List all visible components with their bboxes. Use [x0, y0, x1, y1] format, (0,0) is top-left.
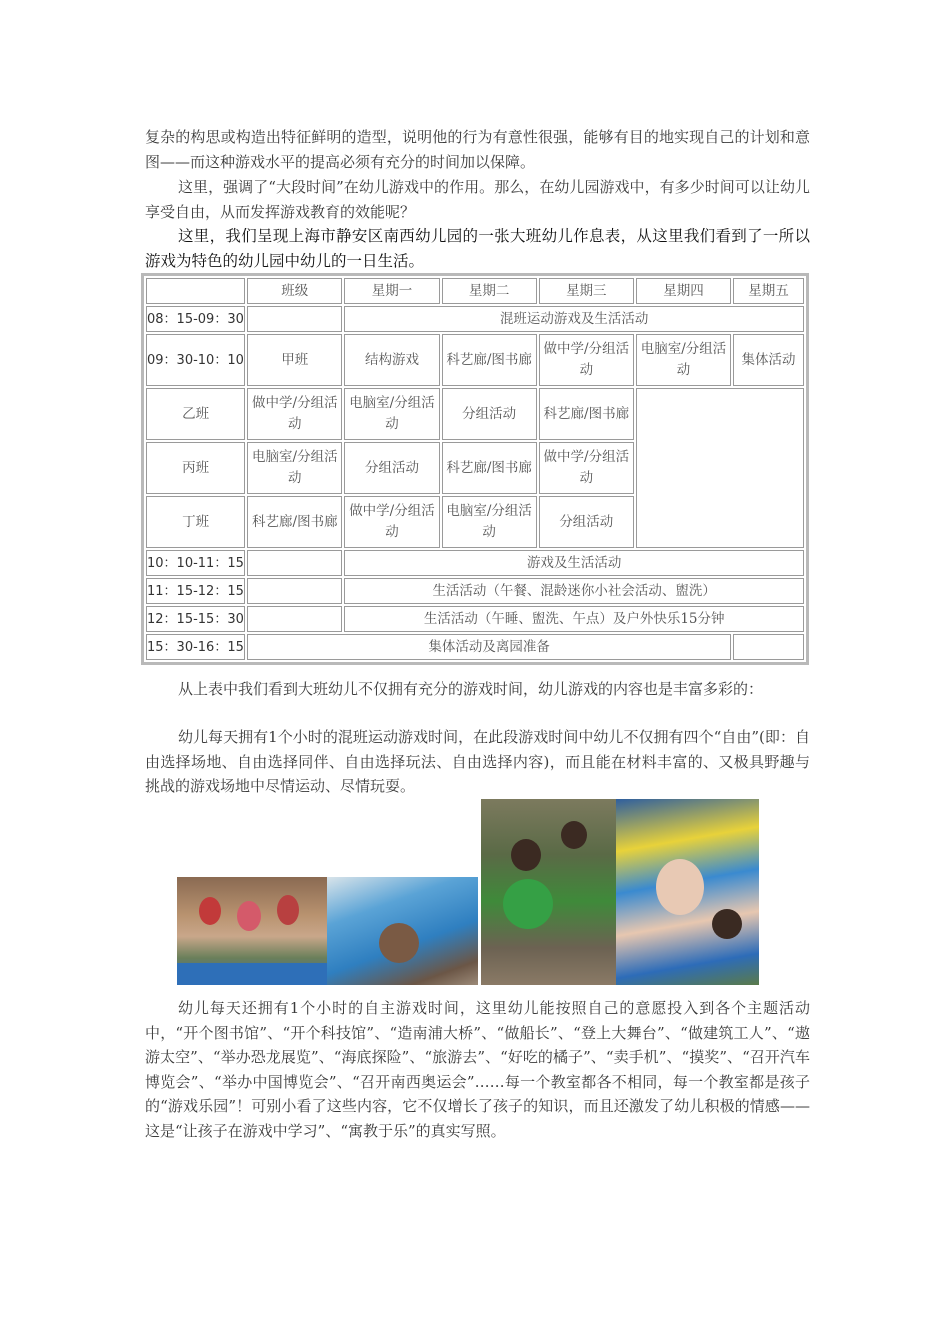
empty-cell — [247, 306, 342, 332]
activity-cell: 做中学/分组活动 — [344, 496, 439, 548]
paragraph-6: 幼儿每天还拥有1个小时的自主游戏时间，这里幼儿能按照自己的意愿投入到各个主题活动中，“开个图书馆”、“开个科技馆”、“造南浦大桥”、“做船长”、“登上大舞台”、“做建筑工人”、“遨游太空”、“举办恐龙展览”、“海底探险”、“旅游去”、“好吃的橘子”、“卖手机”、“摸奖”、“召开汽车博览会”、“举办中国博览会”、“召开南西奥运会”……每一个教室都各不相同，每一个教室都是孩子的“游戏乐园”！可别小看了这些内容，它不仅增长了孩子的知识，而且还激发了幼儿积极的情感——这是“让孩子在游戏中学习”、“寓教于乐”的真实写照。 — [145, 999, 810, 1140]
header-cell-class: 班级 — [247, 278, 342, 304]
paragraph-3: 这里，我们呈现上海市静安区南西幼儿园的一张大班幼儿作息表，从这里我们看到了一所以游戏为特色的幼儿园中幼儿的一日生活。 — [145, 227, 810, 270]
header-cell-tuesday: 星期二 — [442, 278, 537, 304]
paragraph-5: 幼儿每天拥有1个小时的混班运动游戏时间，在此段游戏时间中幼儿不仅拥有四个“自由”(即：自由选择场地、自由选择同伴、自由选择玩法、自由选择内容)，而且能在材料丰富的、又极具野趣与挑战的游戏场地中尽情运动、尽情玩耍。 — [145, 728, 810, 795]
empty-cell — [247, 606, 342, 632]
activity-cell: 科艺廊/图书廊 — [442, 442, 537, 494]
empty-cell — [636, 388, 804, 548]
activity-cell: 集体活动及离园准备 — [247, 634, 731, 660]
activity-cell: 分组活动 — [442, 388, 537, 440]
table-row — [146, 334, 804, 386]
time-cell: 11：15-12：15 — [146, 578, 245, 604]
time-cell: 15：30-16：15 — [146, 634, 245, 660]
time-cell: 12：15-15：30 — [146, 606, 245, 632]
activity-cell: 生活活动（午餐、混龄迷你小社会活动、盥洗） — [344, 578, 804, 604]
photo-children-balancing — [177, 877, 327, 985]
empty-cell — [247, 550, 342, 576]
photo-children-slide — [616, 799, 759, 985]
time-cell: 10：10-11：15 — [146, 550, 245, 576]
activity-cell: 电脑室/分组活动 — [344, 388, 439, 440]
activity-cell: 科艺廊/图书廊 — [442, 334, 537, 386]
table-row — [146, 634, 804, 660]
empty-cell — [733, 634, 804, 660]
time-cell: 09：30-10：10 — [146, 334, 245, 386]
activity-cell: 分组活动 — [344, 442, 439, 494]
table-row — [146, 306, 804, 332]
header-cell-monday: 星期一 — [344, 278, 439, 304]
paragraph-1: 复杂的构思或构造出特征鲜明的造型，说明他的行为有意性很强，能够有目的地实现自己的计划和意图——而这种游戏水平的提高必须有充分的时间加以保障。 — [145, 128, 810, 171]
activity-cell: 电脑室/分组活动 — [247, 442, 342, 494]
table-row — [146, 550, 804, 576]
class-cell: 甲班 — [247, 334, 342, 386]
time-cell: 08：15-09：30 — [146, 306, 245, 332]
class-cell: 丙班 — [146, 442, 245, 494]
activity-cell: 游戏及生活活动 — [344, 550, 804, 576]
activity-cell: 电脑室/分组活动 — [442, 496, 537, 548]
header-cell-friday: 星期五 — [733, 278, 804, 304]
table-row — [146, 606, 804, 632]
table-row — [146, 388, 804, 440]
activity-cell: 科艺廊/图书廊 — [539, 388, 634, 440]
header-cell-time — [146, 278, 245, 304]
paragraph-4: 从上表中我们看到大班幼儿不仅拥有充分的游戏时间，幼儿游戏的内容也是丰富多彩的： — [178, 680, 764, 698]
activity-cell: 电脑室/分组活动 — [636, 334, 731, 386]
activity-cell: 做中学/分组活动 — [539, 442, 634, 494]
paragraph-2: 这里，强调了“大段时间”在幼儿游戏中的作用。那么，在幼儿园游戏中，有多少时间可以让幼儿享受自由，从而发挥游戏教育的效能呢？ — [145, 178, 810, 221]
empty-cell — [247, 578, 342, 604]
header-cell-thursday: 星期四 — [636, 278, 731, 304]
activity-cell: 分组活动 — [539, 496, 634, 548]
photo-children-under-table — [327, 877, 478, 985]
class-cell: 丁班 — [146, 496, 245, 548]
activity-cell: 科艺廊/图书廊 — [247, 496, 342, 548]
header-cell-wednesday: 星期三 — [539, 278, 634, 304]
activity-cell: 做中学/分组活动 — [247, 388, 342, 440]
class-cell: 乙班 — [146, 388, 245, 440]
photo-children-outdoor — [481, 799, 616, 985]
activity-cell: 做中学/分组活动 — [539, 334, 634, 386]
schedule-table — [141, 273, 809, 665]
activity-cell: 结构游戏 — [344, 334, 439, 386]
activity-cell: 混班运动游戏及生活活动 — [344, 306, 804, 332]
table-row — [146, 578, 804, 604]
activity-cell: 集体活动 — [733, 334, 804, 386]
activity-cell: 生活活动（午睡、盥洗、午点）及户外快乐15分钟 — [344, 606, 804, 632]
table-header-row — [146, 278, 804, 304]
